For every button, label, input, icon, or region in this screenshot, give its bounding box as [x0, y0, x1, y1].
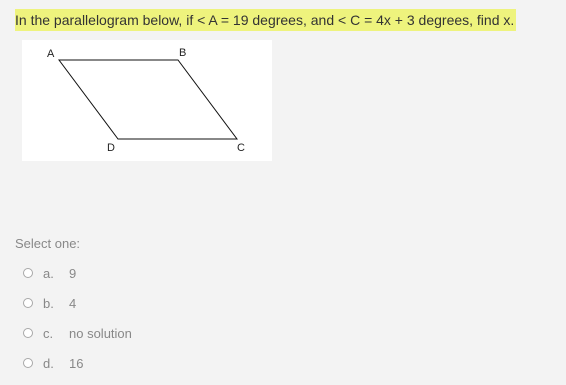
option-c[interactable]: [23, 318, 132, 348]
option-letter: b.: [43, 295, 54, 311]
vertex-label-b: B: [179, 47, 187, 59]
parallelogram-diagram: [22, 40, 272, 161]
radio-button[interactable]: [23, 358, 33, 368]
parallelogram-figure: [22, 40, 272, 161]
option-text: 4: [69, 295, 77, 311]
option-letter: a.: [43, 265, 54, 281]
radio-button[interactable]: [23, 328, 33, 338]
option-a[interactable]: [23, 258, 132, 288]
option-letter: d.: [43, 355, 54, 371]
vertex-label-c: C: [237, 142, 245, 154]
radio-button[interactable]: [23, 298, 33, 308]
parallelogram-shape: [59, 60, 237, 139]
answer-options: [23, 258, 132, 378]
option-letter: c.: [43, 325, 54, 341]
radio-button[interactable]: [23, 268, 33, 278]
option-b[interactable]: [23, 288, 132, 318]
select-one-prompt: Select one:: [15, 236, 81, 251]
option-text: no solution: [69, 325, 132, 341]
vertex-label-d: D: [107, 142, 115, 154]
option-text: 16: [69, 355, 84, 371]
option-d[interactable]: [23, 348, 132, 378]
vertex-label-a: A: [47, 48, 55, 60]
question-text: In the parallelogram below, if < A = 19 degrees, and < C = 4x + 3 degrees, find x.: [15, 9, 516, 31]
option-text: 9: [69, 265, 77, 281]
